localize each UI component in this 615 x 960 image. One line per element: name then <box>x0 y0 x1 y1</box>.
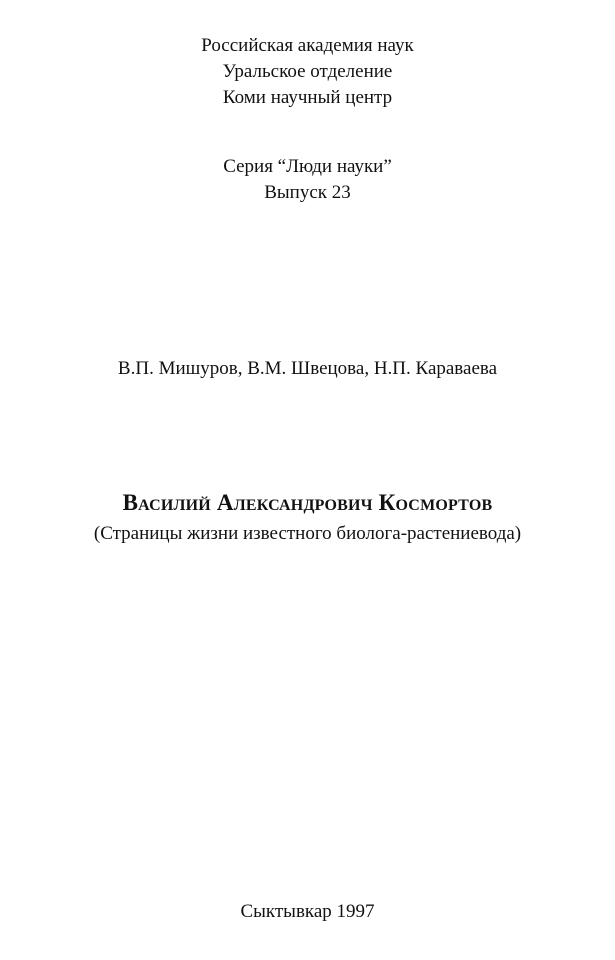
institution-line-2: Уральское отделение <box>222 61 393 82</box>
institution-line-1: Российская академия наук <box>201 35 414 56</box>
series-issue: Выпуск 23 <box>264 182 351 203</box>
institution-line-3: Коми научный центр <box>222 87 393 108</box>
book-subtitle: (Страницы жизни известного биолога-растениевода) <box>93 523 522 544</box>
imprint: Сыктывкар 1997 <box>240 901 375 922</box>
authors: В.П. Мишуров, В.М. Швецова, Н.П. Караваева <box>117 358 498 379</box>
book-title: Василий Александрович Космортов <box>122 490 493 515</box>
series-name: Серия “Люди науки” <box>223 156 392 177</box>
